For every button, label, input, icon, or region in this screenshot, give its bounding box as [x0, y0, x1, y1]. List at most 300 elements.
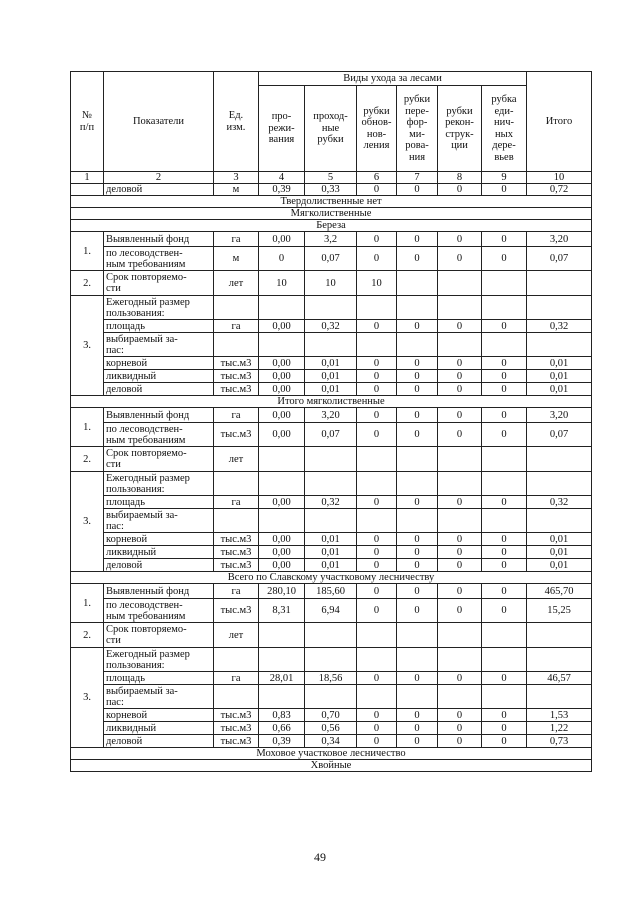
value-cell — [397, 509, 438, 533]
table-row — [71, 396, 592, 408]
value-cell: 0 — [438, 559, 482, 572]
value-cell: 0,01 — [305, 546, 357, 559]
value-cell: 0 — [357, 357, 397, 370]
row-unit: тыс.м3 — [214, 735, 259, 748]
table-row — [71, 760, 592, 772]
value-cell — [305, 623, 357, 648]
value-cell — [397, 472, 438, 496]
value-cell — [357, 447, 397, 472]
value-cell — [438, 472, 482, 496]
value-cell — [397, 685, 438, 709]
row-label: деловой — [104, 559, 214, 572]
table-row — [71, 383, 592, 396]
value-cell — [259, 333, 305, 357]
row-number: 3. — [71, 648, 104, 748]
section-title: Береза — [71, 220, 592, 232]
value-cell: 0,32 — [527, 320, 592, 333]
table-row — [71, 408, 592, 423]
value-cell: 0 — [357, 247, 397, 271]
value-cell: 0,00 — [259, 408, 305, 423]
row-unit: га — [214, 496, 259, 509]
value-cell: 0 — [397, 408, 438, 423]
value-cell: 0,39 — [259, 735, 305, 748]
value-cell — [438, 447, 482, 472]
value-cell: 0,01 — [305, 357, 357, 370]
value-cell — [305, 648, 357, 672]
value-cell: 0 — [438, 533, 482, 546]
row-label: корневой — [104, 533, 214, 546]
row-label: Ежегодный размер пользования: — [104, 648, 214, 672]
value-cell: 0,00 — [259, 232, 305, 247]
value-cell: 185,60 — [305, 584, 357, 599]
value-cell — [397, 296, 438, 320]
value-cell — [357, 685, 397, 709]
value-cell: 0 — [482, 599, 527, 623]
header-types-group: Виды ухода за лесами — [259, 72, 527, 86]
row-unit: га — [214, 320, 259, 333]
row-unit — [214, 333, 259, 357]
row-unit: тыс.м3 — [214, 533, 259, 546]
value-cell: 0 — [482, 423, 527, 447]
table-row — [71, 220, 592, 232]
row-number: 3. — [71, 296, 104, 396]
value-cell — [527, 472, 592, 496]
value-cell: 0 — [438, 370, 482, 383]
value-cell: 0 — [357, 584, 397, 599]
value-cell — [305, 333, 357, 357]
value-cell: 0,56 — [305, 722, 357, 735]
table-row — [71, 533, 592, 546]
value-cell: 0 — [397, 423, 438, 447]
value-cell: 0 — [438, 709, 482, 722]
table-row — [71, 709, 592, 722]
row-label: деловой — [104, 184, 214, 196]
value-cell — [482, 296, 527, 320]
value-cell: 0 — [357, 599, 397, 623]
row-label: Ежегодный размер пользования: — [104, 472, 214, 496]
column-number: 1 — [71, 172, 104, 184]
row-number: 2. — [71, 271, 104, 296]
value-cell — [357, 509, 397, 533]
row-label: деловой — [104, 383, 214, 396]
row-label: Срок повторяемо- сти — [104, 447, 214, 472]
value-cell: 1,53 — [527, 709, 592, 722]
value-cell: 0 — [482, 709, 527, 722]
value-cell: 0 — [397, 735, 438, 748]
row-unit — [214, 685, 259, 709]
value-cell — [305, 296, 357, 320]
value-cell: 0 — [397, 533, 438, 546]
value-cell: 465,70 — [527, 584, 592, 599]
value-cell: 0 — [482, 722, 527, 735]
value-cell: 0,00 — [259, 320, 305, 333]
row-label: деловой — [104, 735, 214, 748]
row-unit: га — [214, 672, 259, 685]
value-cell: 0,01 — [305, 370, 357, 383]
value-cell: 3,20 — [527, 408, 592, 423]
value-cell: 10 — [305, 271, 357, 296]
table-row — [71, 370, 592, 383]
value-cell: 0,00 — [259, 496, 305, 509]
value-cell: 0 — [357, 383, 397, 396]
value-cell — [527, 296, 592, 320]
value-cell: 0 — [482, 184, 527, 196]
value-cell — [527, 447, 592, 472]
row-label: ликвидный — [104, 722, 214, 735]
table-row — [71, 232, 592, 247]
header-col-6: рубки обнов- нов- ления — [357, 86, 397, 172]
table-row — [71, 685, 592, 709]
value-cell: 0 — [482, 320, 527, 333]
value-cell: 0 — [357, 320, 397, 333]
value-cell: 0 — [438, 722, 482, 735]
value-cell — [305, 685, 357, 709]
row-unit: тыс.м3 — [214, 423, 259, 447]
value-cell: 0 — [482, 672, 527, 685]
row-unit: га — [214, 408, 259, 423]
forest-care-table — [70, 71, 592, 772]
row-label: корневой — [104, 357, 214, 370]
value-cell: 280,10 — [259, 584, 305, 599]
row-unit: тыс.м3 — [214, 709, 259, 722]
row-label: ликвидный — [104, 546, 214, 559]
row-number: 2. — [71, 623, 104, 648]
value-cell: 0 — [438, 247, 482, 271]
header-col-5: проход- ные рубки — [305, 86, 357, 172]
value-cell: 0,00 — [259, 546, 305, 559]
value-cell — [527, 685, 592, 709]
value-cell: 0 — [438, 546, 482, 559]
value-cell: 0,32 — [305, 496, 357, 509]
value-cell: 0 — [482, 357, 527, 370]
value-cell: 0 — [397, 722, 438, 735]
value-cell: 0 — [482, 496, 527, 509]
value-cell: 0 — [357, 722, 397, 735]
row-label: Выявленный фонд — [104, 584, 214, 599]
table-row — [71, 184, 592, 196]
table-row — [71, 447, 592, 472]
table-row — [71, 472, 592, 496]
table-row — [71, 599, 592, 623]
table-row — [71, 546, 592, 559]
row-number: 3. — [71, 472, 104, 572]
column-number: 6 — [357, 172, 397, 184]
value-cell: 0,00 — [259, 383, 305, 396]
value-cell — [438, 648, 482, 672]
value-cell: 0 — [397, 357, 438, 370]
section-title: Мягколиственные — [71, 208, 592, 220]
value-cell — [482, 472, 527, 496]
value-cell — [482, 623, 527, 648]
value-cell: 0,01 — [305, 383, 357, 396]
value-cell: 0 — [397, 383, 438, 396]
value-cell: 0 — [397, 559, 438, 572]
value-cell — [438, 509, 482, 533]
row-label: площадь — [104, 672, 214, 685]
value-cell: 0,01 — [527, 370, 592, 383]
table-row — [71, 509, 592, 533]
table-row — [71, 208, 592, 220]
value-cell: 0,01 — [527, 533, 592, 546]
value-cell — [527, 333, 592, 357]
value-cell — [438, 271, 482, 296]
value-cell: 1,22 — [527, 722, 592, 735]
value-cell — [438, 623, 482, 648]
value-cell: 0,01 — [527, 546, 592, 559]
value-cell — [482, 685, 527, 709]
value-cell: 46,57 — [527, 672, 592, 685]
table-row — [71, 357, 592, 370]
value-cell: 0,66 — [259, 722, 305, 735]
value-cell — [305, 447, 357, 472]
table-row — [71, 196, 592, 208]
value-cell — [259, 623, 305, 648]
value-cell: 0 — [482, 546, 527, 559]
table-row — [71, 296, 592, 320]
value-cell: 6,94 — [305, 599, 357, 623]
value-cell: 0 — [438, 320, 482, 333]
value-cell: 0 — [397, 370, 438, 383]
value-cell — [397, 648, 438, 672]
value-cell — [482, 333, 527, 357]
row-unit: лет — [214, 623, 259, 648]
value-cell: 0 — [397, 672, 438, 685]
row-unit: тыс.м3 — [214, 357, 259, 370]
value-cell: 0 — [357, 709, 397, 722]
value-cell: 18,56 — [305, 672, 357, 685]
value-cell: 0,00 — [259, 357, 305, 370]
table-row — [71, 333, 592, 357]
table-row — [71, 623, 592, 648]
value-cell — [482, 509, 527, 533]
value-cell: 0 — [397, 599, 438, 623]
value-cell: 0 — [357, 232, 397, 247]
value-cell: 0 — [357, 546, 397, 559]
table-row — [71, 748, 592, 760]
row-number: 1. — [71, 408, 104, 447]
value-cell: 0,07 — [305, 423, 357, 447]
row-unit — [214, 648, 259, 672]
value-cell — [357, 296, 397, 320]
value-cell — [438, 685, 482, 709]
value-cell: 10 — [259, 271, 305, 296]
row-label: Ежегодный размер пользования: — [104, 296, 214, 320]
row-unit — [214, 509, 259, 533]
row-number: 1. — [71, 584, 104, 623]
value-cell: 3,20 — [305, 408, 357, 423]
header-col-4: про- режи- вания — [259, 86, 305, 172]
header-col-7: рубки пере- фор- ми- рова- ния — [397, 86, 438, 172]
header-indicators: Показатели — [104, 72, 214, 172]
row-label: выбираемый за- пас: — [104, 333, 214, 357]
value-cell: 0,32 — [305, 320, 357, 333]
value-cell: 0 — [397, 320, 438, 333]
value-cell: 0 — [438, 496, 482, 509]
row-label: площадь — [104, 320, 214, 333]
column-number: 8 — [438, 172, 482, 184]
value-cell: 0 — [482, 584, 527, 599]
row-number — [71, 184, 104, 196]
value-cell — [482, 447, 527, 472]
column-number: 7 — [397, 172, 438, 184]
value-cell: 0,01 — [305, 559, 357, 572]
table-row — [71, 496, 592, 509]
value-cell: 0 — [357, 370, 397, 383]
value-cell: 0 — [397, 232, 438, 247]
value-cell: 0 — [438, 599, 482, 623]
value-cell: 0 — [438, 357, 482, 370]
header-unit: Ед. изм. — [214, 72, 259, 172]
value-cell — [305, 509, 357, 533]
table-row — [71, 672, 592, 685]
value-cell: 0,00 — [259, 423, 305, 447]
table-row — [71, 648, 592, 672]
value-cell — [305, 472, 357, 496]
row-unit: га — [214, 232, 259, 247]
section-title: Хвойные — [71, 760, 592, 772]
value-cell: 0,01 — [527, 383, 592, 396]
row-label: Срок повторяемо- сти — [104, 271, 214, 296]
value-cell — [527, 648, 592, 672]
value-cell: 0 — [438, 584, 482, 599]
value-cell: 0,70 — [305, 709, 357, 722]
value-cell: 0 — [438, 423, 482, 447]
value-cell — [527, 623, 592, 648]
value-cell — [259, 648, 305, 672]
value-cell: 0,07 — [527, 247, 592, 271]
row-unit: м — [214, 247, 259, 271]
row-unit — [214, 472, 259, 496]
table-row — [71, 271, 592, 296]
row-label: корневой — [104, 709, 214, 722]
value-cell — [357, 472, 397, 496]
value-cell: 8,31 — [259, 599, 305, 623]
value-cell — [397, 271, 438, 296]
row-label: ликвидный — [104, 370, 214, 383]
table-row — [71, 722, 592, 735]
value-cell: 0,83 — [259, 709, 305, 722]
value-cell — [259, 296, 305, 320]
value-cell: 0 — [482, 735, 527, 748]
value-cell: 0 — [438, 735, 482, 748]
value-cell: 0 — [397, 247, 438, 271]
table-row — [71, 247, 592, 271]
value-cell: 0,73 — [527, 735, 592, 748]
section-title: Итого мягколиственные — [71, 396, 592, 408]
value-cell — [397, 623, 438, 648]
value-cell: 0,33 — [305, 184, 357, 196]
value-cell: 0,07 — [527, 423, 592, 447]
value-cell: 0 — [357, 423, 397, 447]
row-unit: тыс.м3 — [214, 559, 259, 572]
value-cell: 15,25 — [527, 599, 592, 623]
value-cell: 0 — [438, 184, 482, 196]
row-label: по лесоводствен- ным требованиям — [104, 247, 214, 271]
table-row — [71, 559, 592, 572]
value-cell: 0 — [438, 383, 482, 396]
value-cell: 0 — [357, 496, 397, 509]
value-cell: 0 — [357, 533, 397, 546]
value-cell: 3,2 — [305, 232, 357, 247]
value-cell — [259, 472, 305, 496]
value-cell: 0 — [482, 559, 527, 572]
column-number: 3 — [214, 172, 259, 184]
value-cell: 0,00 — [259, 533, 305, 546]
value-cell: 0 — [438, 672, 482, 685]
value-cell: 0,07 — [305, 247, 357, 271]
value-cell — [527, 271, 592, 296]
header-col-9: рубка еди- нич- ных дере- вьев — [482, 86, 527, 172]
value-cell — [357, 333, 397, 357]
value-cell — [527, 509, 592, 533]
value-cell: 3,20 — [527, 232, 592, 247]
value-cell: 0 — [259, 247, 305, 271]
row-unit: м — [214, 184, 259, 196]
value-cell: 0 — [482, 370, 527, 383]
row-label: по лесоводствен- ным требованиям — [104, 599, 214, 623]
value-cell: 0 — [482, 232, 527, 247]
value-cell — [357, 648, 397, 672]
row-unit: тыс.м3 — [214, 599, 259, 623]
value-cell: 0 — [438, 232, 482, 247]
value-cell: 0 — [397, 709, 438, 722]
value-cell: 0 — [438, 408, 482, 423]
value-cell — [438, 296, 482, 320]
value-cell: 0 — [357, 408, 397, 423]
value-cell: 0,00 — [259, 370, 305, 383]
value-cell — [438, 333, 482, 357]
row-unit — [214, 296, 259, 320]
value-cell — [357, 623, 397, 648]
value-cell — [259, 509, 305, 533]
value-cell — [397, 333, 438, 357]
value-cell: 0 — [357, 184, 397, 196]
value-cell: 0 — [357, 559, 397, 572]
value-cell — [397, 447, 438, 472]
row-unit: лет — [214, 447, 259, 472]
value-cell: 0 — [482, 408, 527, 423]
row-unit: тыс.м3 — [214, 383, 259, 396]
value-cell: 0 — [482, 383, 527, 396]
column-number: 5 — [305, 172, 357, 184]
header-num: № п/п — [71, 72, 104, 172]
value-cell: 0,32 — [527, 496, 592, 509]
table-row — [71, 735, 592, 748]
table-row — [71, 584, 592, 599]
table-row — [71, 423, 592, 447]
column-number: 9 — [482, 172, 527, 184]
row-label: площадь — [104, 496, 214, 509]
value-cell: 0,01 — [527, 357, 592, 370]
value-cell: 0 — [357, 735, 397, 748]
value-cell: 10 — [357, 271, 397, 296]
value-cell: 0 — [397, 546, 438, 559]
row-number: 1. — [71, 232, 104, 271]
value-cell: 0 — [357, 672, 397, 685]
value-cell: 0 — [482, 247, 527, 271]
value-cell: 0,39 — [259, 184, 305, 196]
section-title: Всего по Славскому участковому лесничеству — [71, 572, 592, 584]
row-unit: тыс.м3 — [214, 546, 259, 559]
row-unit: тыс.м3 — [214, 722, 259, 735]
column-number: 2 — [104, 172, 214, 184]
section-title: Твердолиственные нет — [71, 196, 592, 208]
value-cell: 0,00 — [259, 559, 305, 572]
forest-care-table-sheet — [70, 71, 591, 772]
value-cell — [259, 447, 305, 472]
row-number: 2. — [71, 447, 104, 472]
row-label: Срок повторяемо- сти — [104, 623, 214, 648]
